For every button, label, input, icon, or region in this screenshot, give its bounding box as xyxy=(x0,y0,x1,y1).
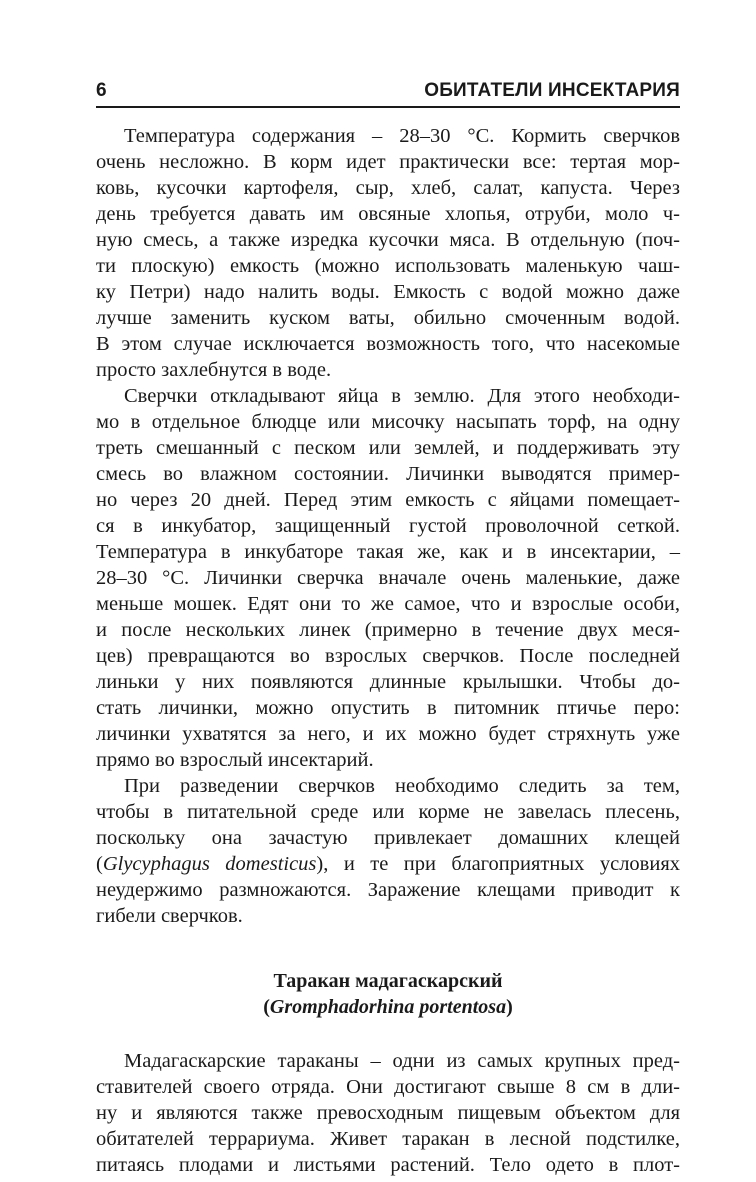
text-line: Температура в инкубаторе такая же, как и в инсектарии, – xyxy=(96,541,680,563)
latin-species-name: Glycyphagus domesticus xyxy=(102,853,317,875)
text-line: Мадагаскарские тараканы – одни из самых крупных пред- xyxy=(124,1050,680,1072)
text-line: ку Петри) надо налить воды. Емкость с водой можно даже xyxy=(96,281,680,303)
text-line: треть смешанный с песком или землей, и поддерживать эту xyxy=(96,437,680,459)
text-line-mixed xyxy=(96,851,680,877)
text-line: но через 20 дней. Перед этим емкость с яйцами помещает- xyxy=(96,489,680,511)
running-title: ОБИТАТЕЛИ ИНСЕКТАРИЯ xyxy=(424,80,680,101)
text-line: ную смесь, а также изредка кусочки мяса. В отдельную (поч- xyxy=(96,229,680,251)
text-line: При разведении сверчков необходимо следить за тем, xyxy=(124,775,680,797)
section-heading: Таракан мадагаскарский xyxy=(273,970,503,992)
latin-species-name: Gromphadorhina portentosa xyxy=(269,996,507,1018)
text-line: день требуется давать им овсяные хлопья, отруби, моло ч- xyxy=(96,203,680,225)
section-heading-latin xyxy=(96,994,680,1020)
paren-open: ( xyxy=(96,853,103,875)
text-line: смесь во влажном состоянии. Личинки выводятся пример- xyxy=(96,463,680,485)
text-line: очень несложно. В корм идет практически все: тертая мор- xyxy=(96,151,680,173)
text-fragment: ), и те при благоприятных условиях xyxy=(316,853,680,875)
text-line: ну и являются также превосходным пищевым объектом для xyxy=(96,1102,680,1124)
text-line: линьки у них появляются длинные крылышки. Чтобы до- xyxy=(96,671,680,693)
text-line: поскольку она зачастую привлекает домашних клещей xyxy=(96,827,680,849)
text-line: ставителей своего отряда. Они достигают свыше 8 см в дли- xyxy=(96,1076,680,1098)
header-rule xyxy=(96,106,680,108)
paren-open: ( xyxy=(263,996,270,1018)
text-line: мо в отдельное блюдце или мисочку насыпать торф, на одну xyxy=(96,411,680,433)
running-header xyxy=(96,80,680,104)
text-line: личинки ухватятся за него, и их можно будет стряхнуть уже xyxy=(96,723,680,745)
text-line: обитателей террариума. Живет таракан в лесной подстилке, xyxy=(96,1128,680,1150)
text-line: питаясь плодами и листьями растений. Тело одето в плот- xyxy=(96,1154,680,1176)
text-line: ся в инкубатор, защищенный густой проволочной сеткой. xyxy=(96,515,680,537)
text-line: прямо во взрослый инсектарий. xyxy=(96,749,374,771)
text-line: гибели сверчков. xyxy=(96,905,243,927)
text-line: чтобы в питательной среде или корме не завелась плесень, xyxy=(96,801,680,823)
paren-close: ) xyxy=(506,996,513,1018)
text-line: лучше заменить куском ваты, обильно смоченным водой. xyxy=(96,307,680,329)
text-line: меньше мошек. Едят они то же самое, что и взрослые особи, xyxy=(96,593,680,615)
page-number: 6 xyxy=(96,80,107,101)
text-line: стать личинки, можно опустить в питомник птичье перо: xyxy=(96,697,680,719)
text-line: неудержимо размножаются. Заражение клещами приводит к xyxy=(96,879,680,901)
text-line: ти плоскую) емкость (можно использовать маленькую чаш- xyxy=(96,255,680,277)
text-line: цев) превращаются во взрослых сверчков. После последней xyxy=(96,645,680,667)
text-line: В этом случае исключается возможность того, что насекомые xyxy=(96,333,680,355)
text-line: и после нескольких линек (примерно в течение двух меся- xyxy=(96,619,680,641)
text-line: 28–30 °С. Личинки сверчка вначале очень маленькие, даже xyxy=(96,567,680,589)
text-line: Сверчки откладывают яйца в землю. Для этого необходи- xyxy=(124,385,680,407)
text-line: ковь, кусочки картофеля, сыр, хлеб, салат, капуста. Через xyxy=(96,177,680,199)
text-line: Температура содержания – 28–30 °С. Кормить сверчков xyxy=(124,125,680,147)
text-line: просто захлебнутся в воде. xyxy=(96,359,332,381)
